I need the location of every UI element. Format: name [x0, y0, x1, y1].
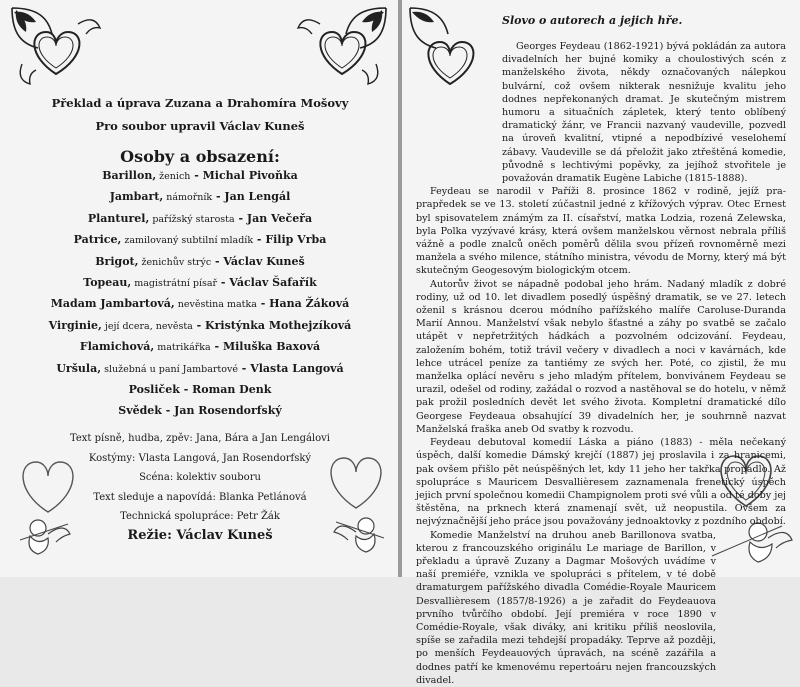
cupid-heart-ornament-right: [316, 446, 396, 556]
heart-ornament-top-left: [8, 4, 104, 88]
role-description: magistrátní písař: [131, 277, 218, 289]
actor-name: - Vlasta Langová: [237, 361, 344, 375]
credit-label: Kostýmy:: [88, 452, 136, 464]
role-description: matrikářka: [154, 342, 211, 354]
tech-credit-row: [40, 433, 360, 453]
role-description: služebná u paní Jambartové: [101, 363, 238, 375]
role-name: Jambart,: [109, 190, 164, 204]
role-name: Patrice,: [73, 233, 122, 247]
cast-title: Osoby a obsazení:: [120, 147, 280, 166]
cast-list: [14, 169, 386, 426]
cast-row: [14, 383, 386, 404]
article-paragraph: Georges Feydeau (1862-1921) bývá pokládán za autora divadelních her bujné komiky a choulostivých scén z manželského života, někdy označovaných nálepkou bulvární, což ovšem nikterak nesnižuje kvalitu jeho dodnes nepřekonaných dramat. Je skutečným mistrem humoru a situačních zápletek, který tento oblíbený dramatický žánr, ve Francii nazvaný vaudeville, pozvedl na úroveň kvalitní, vtipné a nepodbízivé veselohemí zábavy. Vaudeville se dá přeložit jako ztřeštěná komedie, původně s lechtivými popěvky, za jejíhož stvořitele je považován dramatik Eugène Labiche (1815-1888).: [502, 41, 786, 185]
article-title: Slovo o autorech a jejich hře.: [502, 14, 683, 27]
role-description: nevěstina matka: [174, 299, 257, 311]
role-description: pařížský starosta: [149, 213, 235, 225]
credit-value: Vlasta Langová, Jan Rosendorfský: [135, 452, 312, 464]
article-paragraph: Feydeau debutoval komedií Láska a piáno (1883) - měla nečekaný úspěch, další komedie Dámský krejčí (1887) jej proslavila i za hranicemi, pak ovšem přišlo pět neúspěšných let, kdy 11 jeho her takřka propadlo. Až spolupráce s Mauricem Desvallièresem zaznamenala frenetický úspěch jejich první společnou komedii Champignolem proti své vůli a od té doby jej štěstěna, na prknech která znamenají svět, už neopustila. Ovšem za nejvýznačnější jeho práce jsou považovány jednoaktovky z pozdního období.: [416, 437, 786, 528]
actor-name: - Kristýnka Mothejzíková: [192, 318, 352, 332]
heart-ornament-top-right: [294, 4, 390, 88]
cast-row: [14, 297, 386, 318]
role-name: Uršula,: [56, 361, 102, 375]
cast-row: [14, 340, 386, 361]
credit-value: Blanka Petlánová: [215, 491, 307, 503]
actor-name: - Hana Žáková: [256, 297, 350, 311]
role-name: Svědek: [118, 404, 162, 418]
role-name: Posliček: [128, 382, 180, 396]
article-body: [416, 40, 786, 687]
actor-name: - Václav Šafařík: [217, 275, 317, 289]
actor-name: - Filip Vrba: [253, 233, 327, 247]
tech-credit-row: [40, 472, 360, 492]
tech-credit-row: [40, 492, 360, 512]
credit-value: Petr Žák: [233, 511, 280, 522]
credit-value: kolektiv souboru: [173, 472, 261, 483]
credit-value: Jana, Bára a Jan Lengálovi: [192, 433, 331, 444]
actor-name: - Michal Pivoňka: [190, 169, 298, 182]
role-description: námořník: [163, 192, 213, 204]
cast-row: [14, 233, 386, 254]
ensemble-credit: Pro soubor upravil Václav Kuneš: [95, 119, 305, 133]
role-name: Topeau,: [83, 275, 132, 289]
director-credit: Režie: Václav Kuneš: [127, 528, 273, 543]
article-paragraph: Autorův život se nápadně podobal jeho hrám. Nadaný mladík z dobré rodiny, už od 10. let divadlem posedlý úspěšný dramatik, se ve 27. letech oženil s krásnou dcerou módního pařížského malíře Caroluse-Duranda Marií Annou. Manželství však nebylo šťastné a záhy po svatbě se začalo utápět v nepřetržitých hádkách a pozvolném odcizování. Feydeau, založením bohém, totiž trávil večery v divadlech a noci v kavárnách, kde lehce utrácel peníze za tantiémy ze svých her. Poté, co zjistil, že mu manželka oplácí nevěru s jeho mladým přítelem, bonvivánem Feydeau se urazil, odešel od rodiny, zažádal o rozvod a nastěhoval se do hotelu, v němž pak prožil posledních devět let svého života. Kompletní dramatické dílo Georgese Feydeaua obsahující 39 divadelních her, je souhrnně nazvat Manželská fraška aneb Od svatby k rozvodu.: [416, 278, 786, 435]
cast-row: [14, 169, 386, 190]
cast-row: [14, 404, 386, 425]
actor-name: - Jan Rosendorfský: [161, 404, 282, 418]
actor-name: - Roman Denk: [179, 382, 272, 396]
credit-label: Text písně, hudba, zpěv:: [69, 433, 193, 444]
left-page: [0, 0, 398, 577]
article-paragraph: Feydeau se narodil v Paříži 8. prosince 1862 v rodině, jejíž pra-prapředek se ve 13. století zúčastnil jedné z křížových výprav. Otec Ernest byl spisovatelem známým za II. císařství, matka Lodzia, rozená Zelewska, byla Polka vyzývavé krásy, která ovšem manželskou věrnost nebrala příliš vážně a podle znalců oněch poměrů dělila svou přízeň rovnoměrně mezi manžela a svého milence, státního ministra, vévodu de Morny, který má být skutečným Geogesovým biologickým otcem.: [416, 186, 786, 277]
role-name: Madam Jambartová,: [50, 297, 175, 311]
right-page: [402, 0, 800, 686]
actor-name: - Miluška Baxová: [210, 340, 321, 354]
role-description: zamilovaný subtilní mladík: [121, 235, 254, 247]
cast-row: [14, 276, 386, 297]
actor-name: - Václav Kuneš: [211, 254, 305, 268]
tech-credit-row: [40, 453, 360, 473]
role-name: Barillon,: [102, 169, 157, 182]
cast-row: [14, 212, 386, 233]
cast-row: [14, 319, 386, 340]
actor-name: - Jan Večeřa: [234, 211, 313, 225]
translation-credit: Překlad a úprava Zuzana a Drahomíra Mošovy: [51, 96, 349, 110]
role-name: Flamichová,: [79, 340, 155, 354]
credit-label: Text sleduje a napovídá:: [93, 491, 216, 503]
role-name: Planturel,: [87, 211, 150, 225]
role-description: ženich: [156, 171, 191, 182]
credit-label: Technická spolupráce:: [120, 511, 234, 522]
cupid-heart-ornament-left: [8, 450, 88, 560]
role-name: Brigot,: [95, 254, 139, 268]
technical-credits: [40, 433, 360, 531]
role-name: Virginie,: [48, 318, 102, 332]
cast-row: [14, 190, 386, 211]
cast-row: [14, 362, 386, 383]
cast-row: [14, 255, 386, 276]
credit-label: Scéna:: [139, 472, 174, 483]
actor-name: - Jan Lengál: [212, 190, 291, 204]
role-description: její dcera, nevěsta: [101, 320, 193, 332]
article-paragraph: Komedie Manželství na druhou aneb Barillonova svatba, kterou z francouzského originálu Le mariage de Barillon, v překladu a úpravě Zuzany a Dagmar Mošových uvádíme v naší premiéře, vznikla ve spolupráci s přítelem, v té době dramaturgem pařížského divadla Comédie-Royale Mauricem Desvallièresem (1857/8-1926) a je zařadit do Feydeauova prvního tvůrčího období. Její premiéra v roce 1890 v Comédie-Royale, však diváky, ani kritiku příliš neoslovila, spíše se zařadila mezi tehdejší propadáky. Teprve až později, po menších Feydeauových úpravách, na scéně zazářila a dodnes patří ke kmenovému repertoáru nejen francouzských divadel.: [416, 529, 716, 686]
role-description: ženichův strýc: [138, 256, 212, 268]
